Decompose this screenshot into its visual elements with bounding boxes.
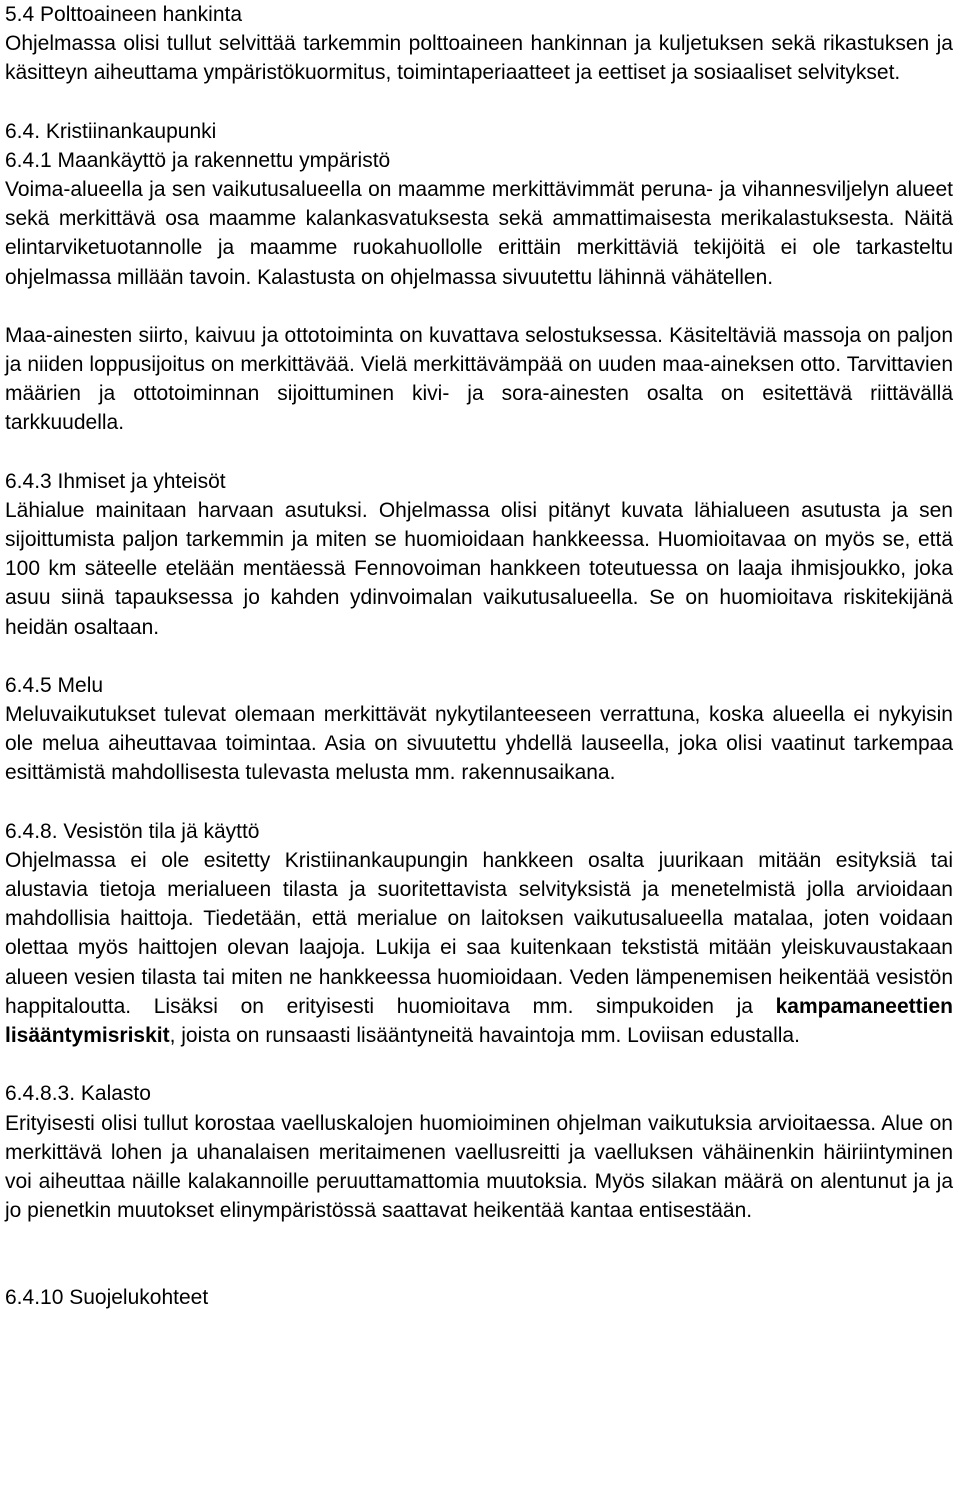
section-body-6-4-1: Voima-alueella ja sen vaikutusalueella on maamme merkittävimmät peruna- ja vihannesviljelyn alueet sekä merkittävä osa maamme kalankasvatuksesta sekä ammattimaisesta merikalastuksesta. Näitä elintarviketuotannolle ja maamme ruokahuollolle erittäin merkittäviä tekijöitä ei ole tarkasteltu ohjelmassa millään tavoin. Kalastusta on ohjelmassa sivuutettu lähinnä vähätellen. — [5, 178, 953, 289]
document-page — [5, 0, 953, 1313]
spacer — [5, 438, 953, 467]
section-heading-6-4-8-3: 6.4.8.3. Kalasto — [5, 1082, 151, 1106]
section-heading-6-4-3: 6.4.3 Ihmiset ja yhteisöt — [5, 469, 226, 493]
section-body-6-4-3: Lähialue mainitaan harvaan asutuksi. Ohjelmassa olisi pitänyt kuvata lähialueen asutusta ja sen sijoittumista paljon tarkemmin ja miten se huomioidaan hankkeessa. Huomioitavaa on myös se, että 100 km säteelle etelään mentäessä Fennovoiman hankkeen toteutuessa on laaja ihmisjoukko, joka asuu siinä tapauksessa jo kahden ydinvoimalan vaikutusalueella. Se on huomioitava riskitekijänä heidän osaltaan. — [5, 498, 953, 639]
section-body-6-4-8-3: Erityisesti olisi tullut korostaa vaelluskalojen huomioiminen ohjelman vaikutuksia arvioitaessa. Alue on merkittävä lohen ja uhanalaisen meritaimenen vaellusreitti ja vaelluksen vähäinenkin häiriintyminen voi aiheuttaa näille kalakannoille peruuttamattomia muutoksia. Myös silakan määrä on alentunut ja ja jo pienetkin muutokset elinympäristössä saattavat heikentää kantaa entisestään. — [5, 1111, 953, 1223]
spacer — [5, 292, 953, 321]
section-heading-6-4: 6.4. Kristiinankaupunki — [5, 119, 217, 143]
section-heading-6-4-1: 6.4.1 Maankäyttö ja rakennettu ympäristö — [5, 148, 391, 172]
body-text: , joista on runsaasti lisääntyneitä havaintoja mm. Loviisan edustalla. — [169, 1024, 800, 1048]
section-body-6-4-1-continued: Maa-ainesten siirto, kaivuu ja ottotoiminta on kuvattava selostuksessa. Käsiteltäviä massoja on paljon ja niiden loppusijoitus on merkittävää. Vielä merkittävämpää on uuden maa-aineksen otto. Tarvittavien määrien ja ottotoiminnan sijoittuminen kivi- ja sora-ainesten osalta on esitettävä riittävällä tarkkuudella. — [5, 323, 953, 435]
body-text: Ohjelmassa ei ole esitetty Kristiinankaupungin hankkeen osalta juurikaan mitään esityksiä tai alustavia tietoja merialueen tilasta ja suoritettavista selvityksistä ja menetelmistä jolla arvioidaan mahdollisia haittoja. Tiedetään, että merialue on laitoksen vaikutusalueella matalaa, joten voidaan olettaa myös haittojen olevan laajoja. Lukija ei saa kuitenkaan tekstistä mitään yleiskuvaustakaan alueen vesien tilasta tai miten ne hankkeessa huomioidaan. Veden lämpenemisen heikentää vesistön happitaloutta. Lisäksi on erityisesti huomioitava mm. simpukoiden ja — [5, 848, 953, 1018]
spacer — [5, 1225, 953, 1283]
bold-text: kampamaneettien lisääntymisriskit — [5, 994, 953, 1048]
section-body-5-4: Ohjelmassa olisi tullut selvittää tarkemmin polttoaineen hankinnan ja kuljetuksen sekä rikastuksen ja käsitteyn aiheuttama ympäristökuormitus, toimintaperiaatteet ja eettiset ja sosiaaliset selvitykset. — [5, 32, 953, 85]
spacer — [5, 788, 953, 817]
section-body-6-4-5: Meluvaikutukset tulevat olemaan merkittävät nykytilanteeseen verrattuna, koska alueella ei nykyisin ole melua aiheuttavaa toimintaa. Asia on sivuutettu yhdellä lauseella, joka olisi vaatinut tarkempaa esittämistä mahdollisesta tulevasta melusta mm. rakennusaikana. — [5, 703, 953, 785]
section-heading-6-4-5: 6.4.5 Melu — [5, 673, 104, 697]
spacer — [5, 642, 953, 671]
section-body-6-4-8 — [5, 846, 953, 1050]
section-heading-6-4-8: 6.4.8. Vesistön tila jä käyttö — [5, 819, 260, 843]
spacer — [5, 88, 953, 117]
spacer — [5, 1050, 953, 1079]
section-heading-6-4-10: 6.4.10 Suojelukohteet — [5, 1286, 209, 1310]
section-heading-5-4: 5.4 Polttoaineen hankinta — [5, 3, 243, 26]
